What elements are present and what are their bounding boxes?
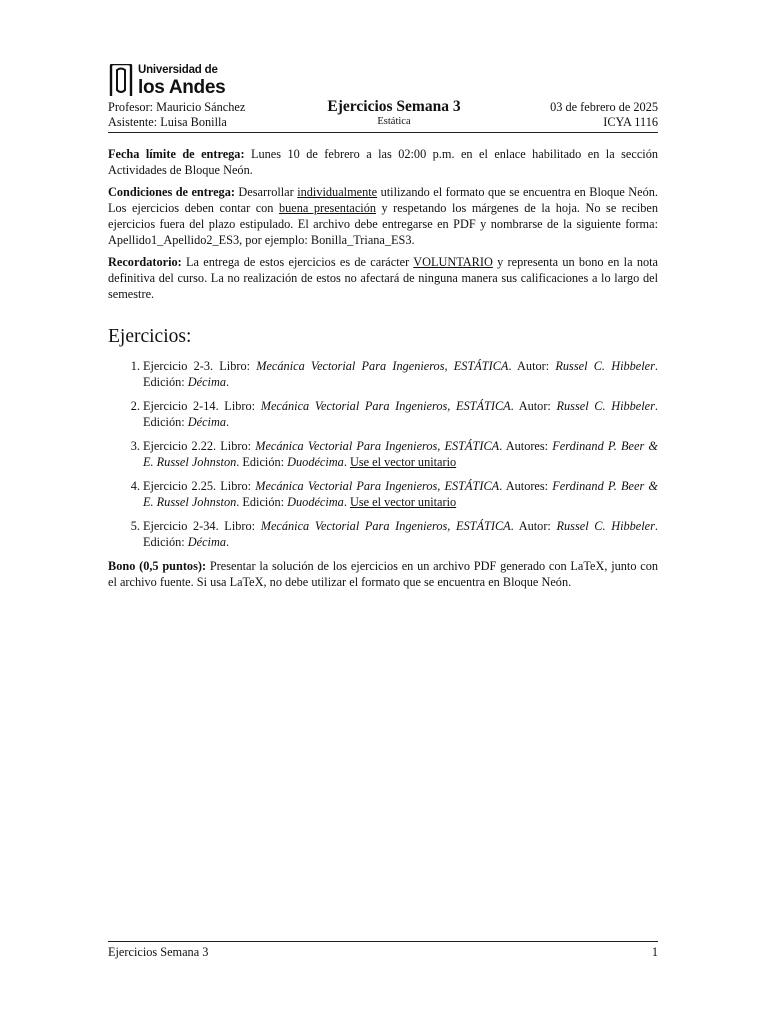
conditions-emphasis-1: individualmente	[297, 185, 378, 199]
course-subject: Estática	[377, 116, 411, 127]
assistant-name: Asistente: Luisa Bonilla	[108, 115, 227, 129]
reminder-paragraph	[108, 254, 658, 302]
list-item: 2. Ejercicio 2-14. Libro: Mecánica Vectorial Para Ingenieros, ESTÁTICA. Autor: Russel C. Hibbeler. Edición: Décima.	[143, 398, 658, 430]
page-footer	[108, 941, 658, 960]
university-logo	[108, 63, 225, 99]
document-body	[108, 146, 658, 596]
logo-line2: los Andes	[138, 76, 226, 98]
exercise-note: Use el vector unitario	[349, 455, 457, 469]
list-item: 1. Ejercicio 2-3. Libro: Mecánica Vectorial Para Ingenieros, ESTÁTICA. Autor: Russel C. Hibbeler. Edición: Décima.	[143, 358, 658, 390]
list-item: 3. Ejercicio 2.22. Libro: Mecánica Vectorial Para Ingenieros, ESTÁTICA. Autores: Ferdinand P. Beer & E. Russel Johnston. Edición: Duodécima. Use el vector unitario	[143, 438, 658, 470]
deadline-text: Lunes 10 de febrero a las 02:00 p.m. en el enlace habilitado en la sección Actividades de Bloque Neón.	[108, 147, 658, 177]
professor-name: Profesor: Mauricio Sánchez	[108, 100, 246, 114]
university-crest-icon	[108, 64, 134, 98]
bonus-text: Presentar la solución de los ejercicios en un archivo PDF generado con LaTeX, junto con el archivo fuente. Si usa LaTeX, no debe utilizar el formato que se encuentra en Bloque Neón.	[108, 559, 658, 589]
footer-title: Ejercicios Semana 3	[108, 945, 209, 959]
list-item: 4. Ejercicio 2.25. Libro: Mecánica Vectorial Para Ingenieros, ESTÁTICA. Autores: Ferdinand P. Beer & E. Russel Johnston. Edición: Duodécima. Use el vector unitario	[143, 478, 658, 510]
bonus-label: Bono (0,5 puntos):	[108, 559, 207, 573]
exercise-note: Use el vector unitario	[349, 495, 457, 509]
deadline-paragraph	[108, 146, 658, 178]
document-date: 03 de febrero de 2025	[550, 100, 658, 114]
document-header	[108, 100, 658, 133]
reminder-text-2: y representa un bono en la nota definitiva del curso. La no realización de estos no afectará de ninguna manera sus calificaciones a lo largo del semestre.	[108, 255, 658, 301]
reminder-emphasis: VOLUNTARIO	[413, 255, 493, 269]
reminder-label: Recordatorio:	[108, 255, 182, 269]
exercises-heading: Ejercicios:	[108, 326, 192, 347]
exercises-list	[108, 358, 658, 550]
page-number: 1	[651, 945, 658, 959]
bonus-paragraph	[108, 558, 658, 590]
document-title: Ejercicios Semana 3	[327, 98, 461, 115]
logo-line1: Universidad de	[138, 64, 218, 77]
conditions-text-3: y respetando los márgenes de la hoja. No se reciben ejercicios fuera del plazo estipulado. El archivo debe entregarse en PDF y nombrarse de la siguiente forma: Apellido1_Apellido2_ES3, por ejemplo: Bonilla_Triana_ES3.	[108, 201, 658, 247]
list-item: 5. Ejercicio 2-34. Libro: Mecánica Vectorial Para Ingenieros, ESTÁTICA. Autor: Russel C. Hibbeler. Edición: Décima.	[143, 518, 658, 550]
reminder-text-1: La entrega de estos ejercicios es de carácter	[181, 255, 414, 269]
conditions-text-1: Desarrollar	[234, 185, 298, 199]
deadline-label: Fecha límite de entrega:	[108, 147, 245, 161]
conditions-label: Condiciones de entrega:	[108, 185, 235, 199]
course-code: ICYA 1116	[603, 115, 658, 129]
conditions-text-2: utilizando el formato que se encuentra en Bloque Neón. Los ejercicios deben contar con	[108, 185, 658, 215]
conditions-emphasis-2: buena presentación	[278, 201, 376, 215]
conditions-paragraph	[108, 184, 658, 248]
